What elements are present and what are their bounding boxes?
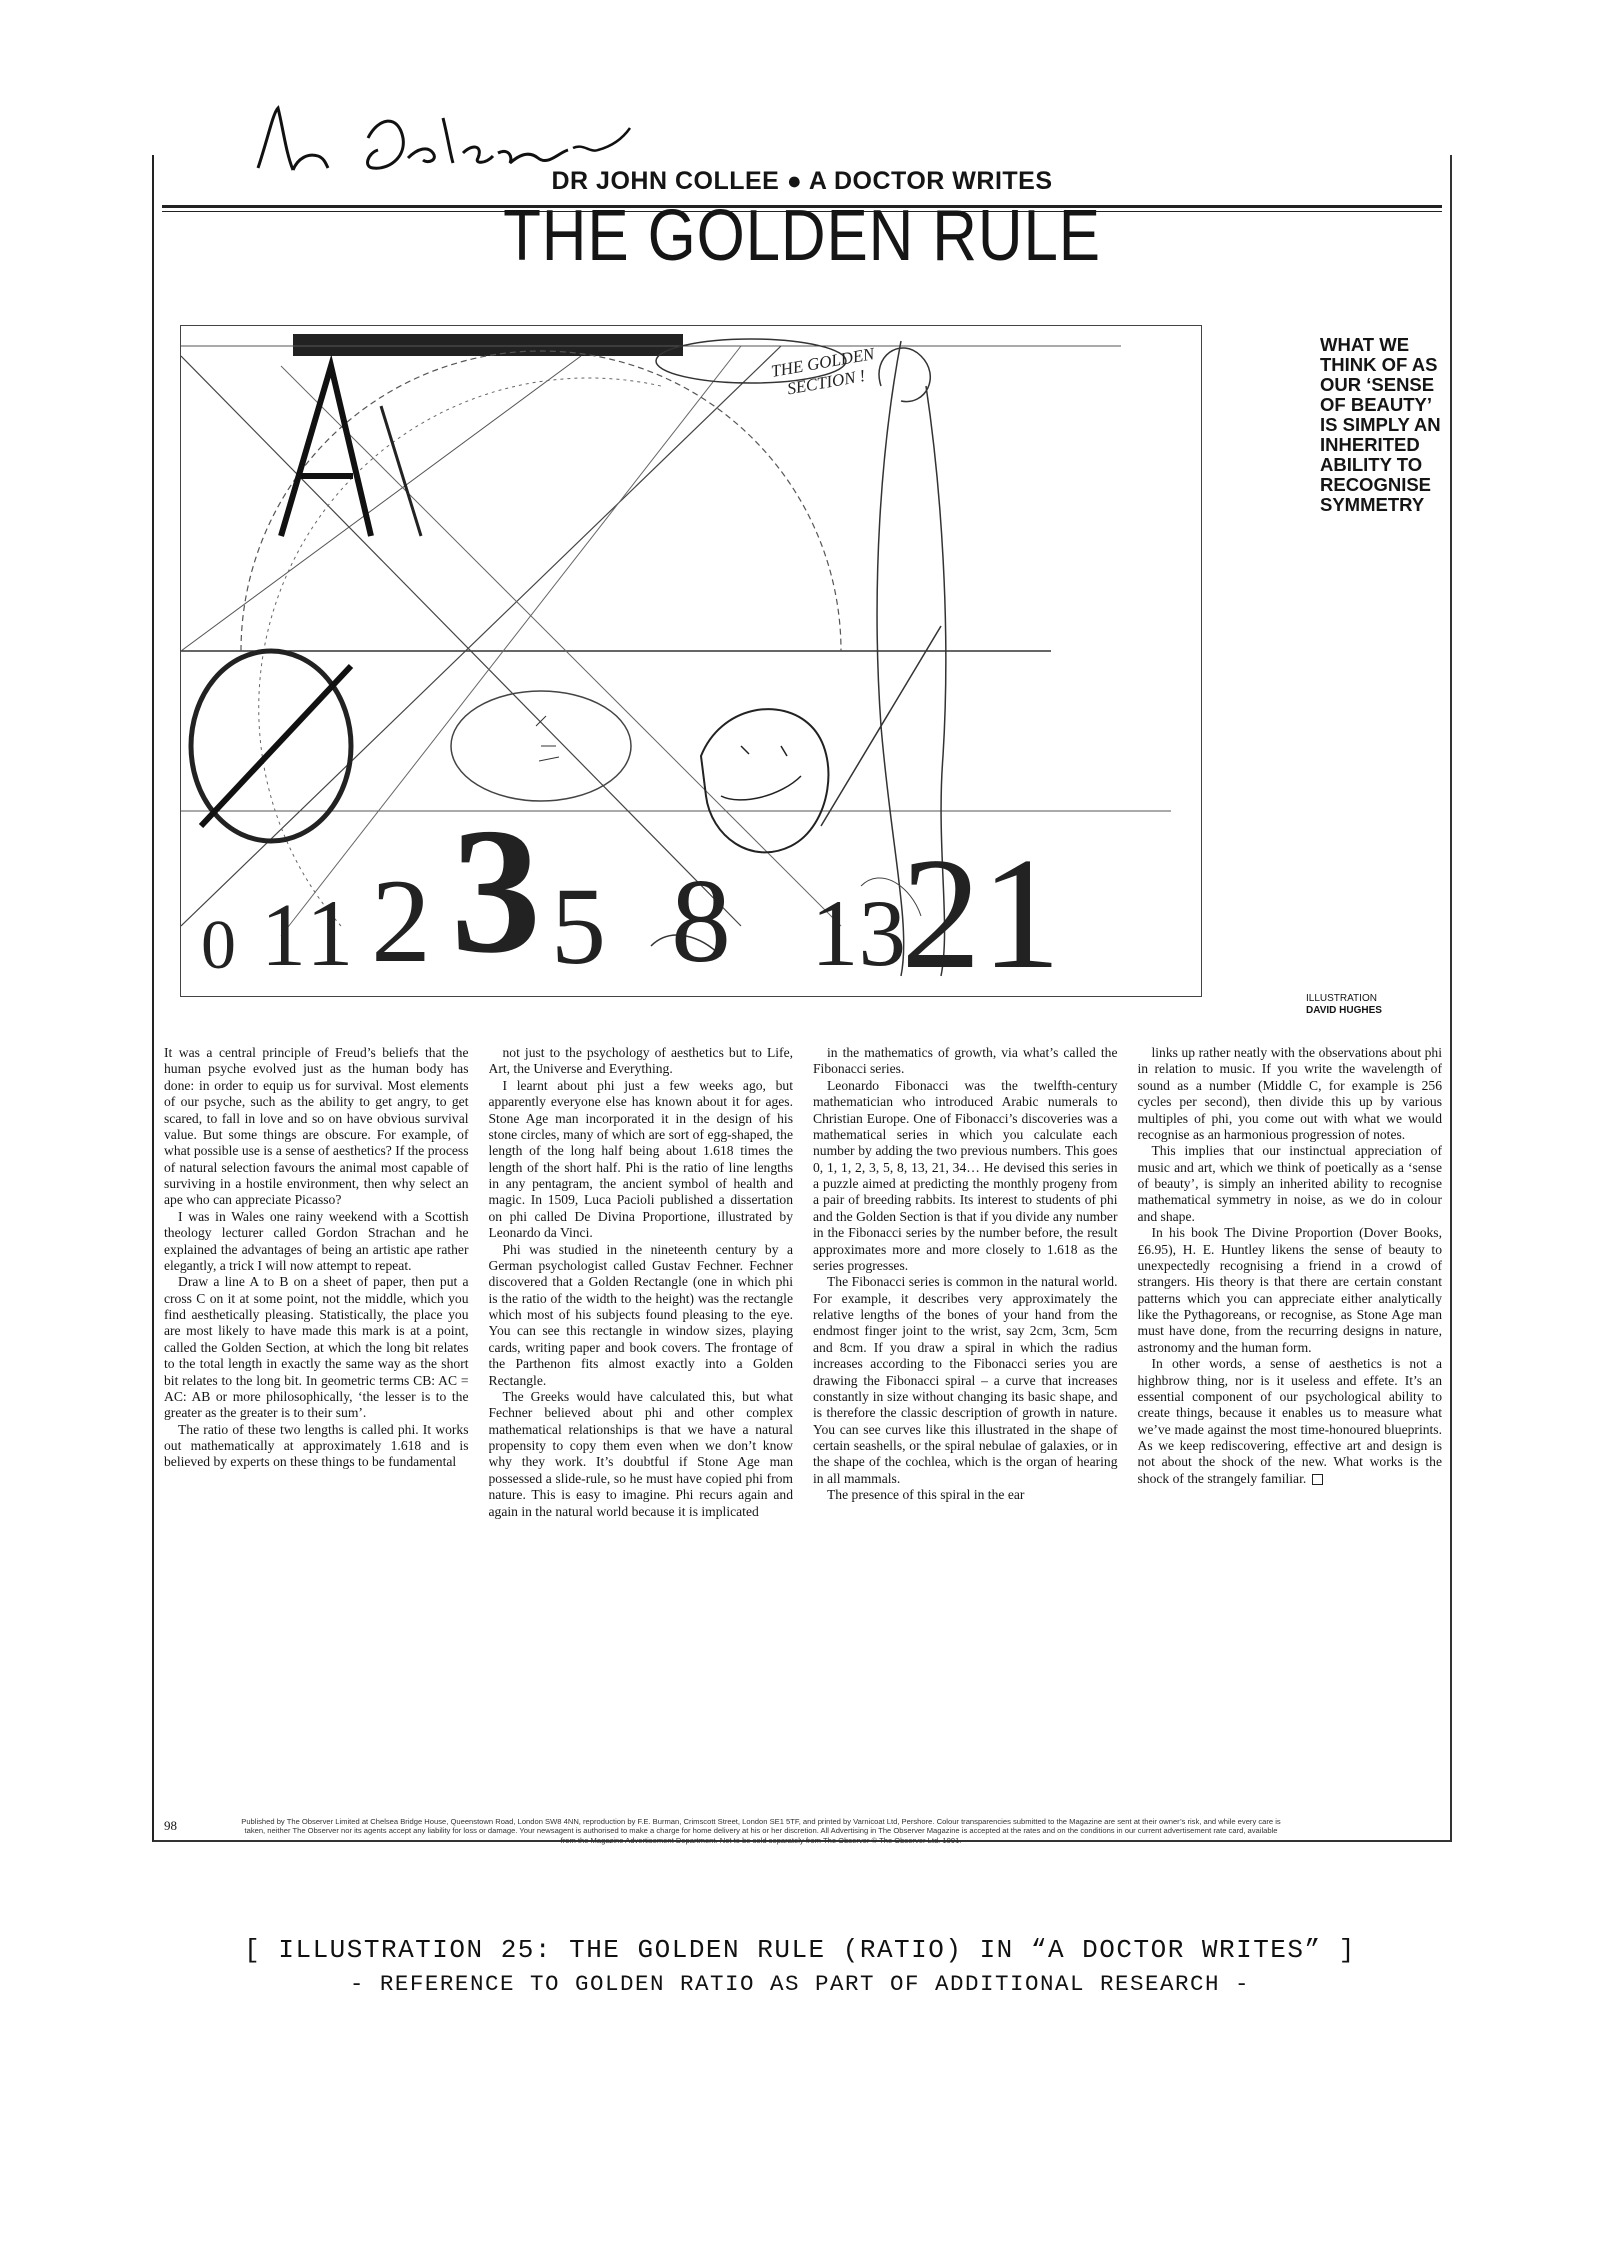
- fibonacci-digit: 3: [451, 791, 541, 990]
- fibonacci-digit: 0: [201, 907, 236, 984]
- article-paragraph: The presence of this spiral in the ear: [827, 1487, 1025, 1503]
- credit-name: DAVID HUGHES: [1306, 1005, 1382, 1016]
- golden-section-banner: THE GOLDEN SECTION !: [769, 344, 876, 399]
- pull-quote: WHAT WE THINK OF AS OUR ‘SENSE OF BEAUTY’ IS SIMPLY AN INHERITED ABILITY TO RECOGNISE SYMMETRY: [1320, 334, 1441, 515]
- credit-label: ILLUSTRATION: [1306, 993, 1377, 1004]
- article-paragraph: not just to the psychology of aesthetics but to Life, Art, the Universe and Everything.: [488, 1045, 793, 1077]
- article-column-2: [489, 1045, 794, 1815]
- article-paragraph: In other words, a sense of aesthetics is not a highbrow thing, nor is it useless and effete. It’s an essential component of our psychological ability to create things, because it enables us to measure what we’ve made against the most time-honoured blueprints. As we keep rediscovering, effective art and design is not about the shock of the new. What works is the shock of the strangely familiar.: [1137, 1356, 1442, 1486]
- caption-subtitle: - REFERENCE TO GOLDEN RATIO AS PART OF ADDITIONAL RESEARCH -: [349, 1971, 1251, 1997]
- article-paragraph: In his book The Divine Proportion (Dover Books, £6.95), H. E. Huntley likens the sense of beauty to unexpectedly recognising a friend in a crowd of strangers. His theory is that there are certain constant patterns which you can appreciate either analytically like the Pythagoreans, or recognise, as Stone Age man must have done, from the recurring designs in nature, astronomy and the human form.: [1137, 1225, 1442, 1355]
- article-paragraph: This implies that our instinctual appreciation of music and art, which we think of poetically as a ‘sense of beauty’, is simply an inherited ability to recognise mathematical symmetry in noise, as we do in colour and shape.: [1137, 1143, 1442, 1224]
- fibonacci-digits: [201, 791, 1191, 1002]
- illustration: [180, 325, 1202, 1002]
- figure-caption: [0, 1935, 1600, 1997]
- end-of-article-mark: [1312, 1474, 1323, 1485]
- fibonacci-digit: 1: [306, 880, 354, 986]
- illustration-ink-block: [293, 334, 683, 356]
- fibonacci-digit: 2: [371, 854, 431, 987]
- caption-title: [ ILLUSTRATION 25: THE GOLDEN RULE (RATIO) IN “A DOCTOR WRITES” ]: [244, 1935, 1356, 1965]
- article-paragraph: Draw a line A to B on a sheet of paper, then put a cross C on it at some point, not the middle, which you find aesthetically pleasing. Statistically, the place you are most likely to have made this mark is at a point, called the Golden Section, at which the long bit relates to the total length in exactly the same way as the short bit relates to the long bit. In geometric terms CB: AC = AC: AB or more philosophically, ‘the lesser is to the greater as the greater is to their sum’.: [164, 1274, 469, 1421]
- fibonacci-digit: 1: [261, 886, 306, 985]
- byline: DR JOHN COLLEE ● A DOCTOR WRITES: [551, 167, 1053, 195]
- article-paragraph: The Fibonacci series is common in the natural world. For example, it describes very approximately the relative lengths of the bones of your hand from the endmost finger joint to the wrist, say 2cm, 3cm, 5cm and 8cm. If you draw a spiral in which the radius increases according to the Fibonacci series you are drawing the Fibonacci spiral – a curve that increases constantly in size without changing its basic shape, and is therefore the classic description of growth in nature. You can see curves like this illustrated in the shape of certain seashells, or the spiral nebulae of galaxies, or in the shape of the cochlea, which is the organ of hearing in all mammals.: [813, 1274, 1118, 1486]
- article-body: [164, 1045, 1442, 1815]
- article-paragraph: links up rather neatly with the observations about phi in relation to music. If you write the wavelength of sound as a number (Middle C, for example is 256 cycles per second), then divide this up by various multiples of phi, you come out with what we would recognise as an harmonious progression of notes.: [1137, 1045, 1442, 1142]
- newspaper-clipping: [152, 155, 1452, 1845]
- article-paragraph: Phi was studied in the nineteenth century by a German psychologist called Gustav Fechner. Fechner discovered that a Golden Rectangle (one in which phi is the ratio of the width to the height) was the rectangle which most of his subjects found pleasing to the eye. You can see this rectangle in window sizes, playing cards, writing paper and book covers. The frontage of the Parthenon fits almost exactly into a Golden Rectangle.: [488, 1241, 793, 1388]
- article-paragraph: It was a central principle of Freud’s beliefs that the human psyche evolved just as the human body has done: in order to equip us for survival. Most elements of our psyche, such as the ability to get angry, to get scared, to fall in love and so on have obvious survival value. But some things are obscure. For example, of what possible use is a sense of aesthetics? If the process of natural selection favours the animal most capable of surviving in a hostile environment, then why select an ape who can appreciate Picasso?: [164, 1045, 469, 1208]
- article-paragraph: The ratio of these two lengths is called phi. It works out mathematically at approximately 1.618 and is believed by experts on these things to be fundamental: [164, 1421, 469, 1470]
- article-paragraph: I was in Wales one rainy weekend with a Scottish theology lecturer called Gordon Strachan and he explained the advantages of being an artistic ape rather elegantly, a trick I will now attempt to repeat.: [164, 1208, 469, 1273]
- article-column-4: [1138, 1045, 1443, 1815]
- article-paragraph: in the mathematics of growth, via what’s called the Fibonacci series.: [813, 1045, 1118, 1077]
- fibonacci-digit: 8: [671, 854, 731, 987]
- article-paragraph: I learnt about phi just a few weeks ago, but apparently everyone else has known about it for ages. Stone Age man incorporated it in the design of his stone circles, many of which are sort of egg-shaped, the length of the long half being about 1.618 times the length of the short half. Phi is the ratio of line lengths in any pentagram, the ancient symbol of health and magic. In 1509, Luca Pacioli published a dissertation on phi called De Divina Proportione, illustrated by Leonardo da Vinci.: [488, 1077, 793, 1241]
- article-column-3: [813, 1045, 1118, 1815]
- illustration-credit: [1306, 993, 1446, 1017]
- headline: THE GOLDEN RULE: [503, 196, 1101, 276]
- article-column-1: [164, 1045, 469, 1815]
- fibonacci-digit: 13: [811, 880, 906, 986]
- fibonacci-digit: 21: [901, 824, 1061, 1002]
- fibonacci-digit: 5: [551, 865, 606, 987]
- article-paragraph: The Greeks would have calculated this, but what Fechner believed about phi and other complex mathematical relationships is that we have a natural propensity to copy them even when we don’t know why they work. It’s doubtful if Stone Age man possessed a slide-rule, so he must have copied phi from nature. This is easy to imagine. Phi recurs again and again in the natural world because it is implicated: [488, 1388, 793, 1519]
- publisher-imprint: Published by The Observer Limited at Chelsea Bridge House, Queenstown Road, London SW8 4NN, reproduction by F.E. Burman, Crimscott Street, London SE1 5TF, and printed by Varnicoat Ltd, Pershore. Colour transparencies submitted to the Magazine are sent at their owner’s risk, and while every care is taken, neither The Observer nor its agents accept any liability for loss or damage. Your newsagent is authorised to make a charge for home delivery at his or her discretion. All Advertising in The Observer Magazine is accepted at the rates and on the conditions in our current advertisement rate card, available from the Magazine Advertisement Department. Not to be sold separately from The Observer © The Observer Ltd. 1991.: [241, 1817, 1281, 1845]
- article-paragraph: Leonardo Fibonacci was the twelfth-century mathematician who introduced Arabic numerals to Christian Europe. One of Fibonacci’s discoveries was a mathematical series in which you calculate each number by adding the two previous numbers. This goes 0, 1, 1, 2, 3, 5, 8, 13, 21, 34… He devised this series in a puzzle aimed at predicting the monthly progeny from a pair of breeding rabbits. Its interest to students of phi and the Golden Section is that if you divide any number in the Fibonacci series by the number before, the result approximates more and more closely to 1.618 as the series progresses.: [813, 1077, 1118, 1273]
- page-number: 98: [164, 1818, 177, 1833]
